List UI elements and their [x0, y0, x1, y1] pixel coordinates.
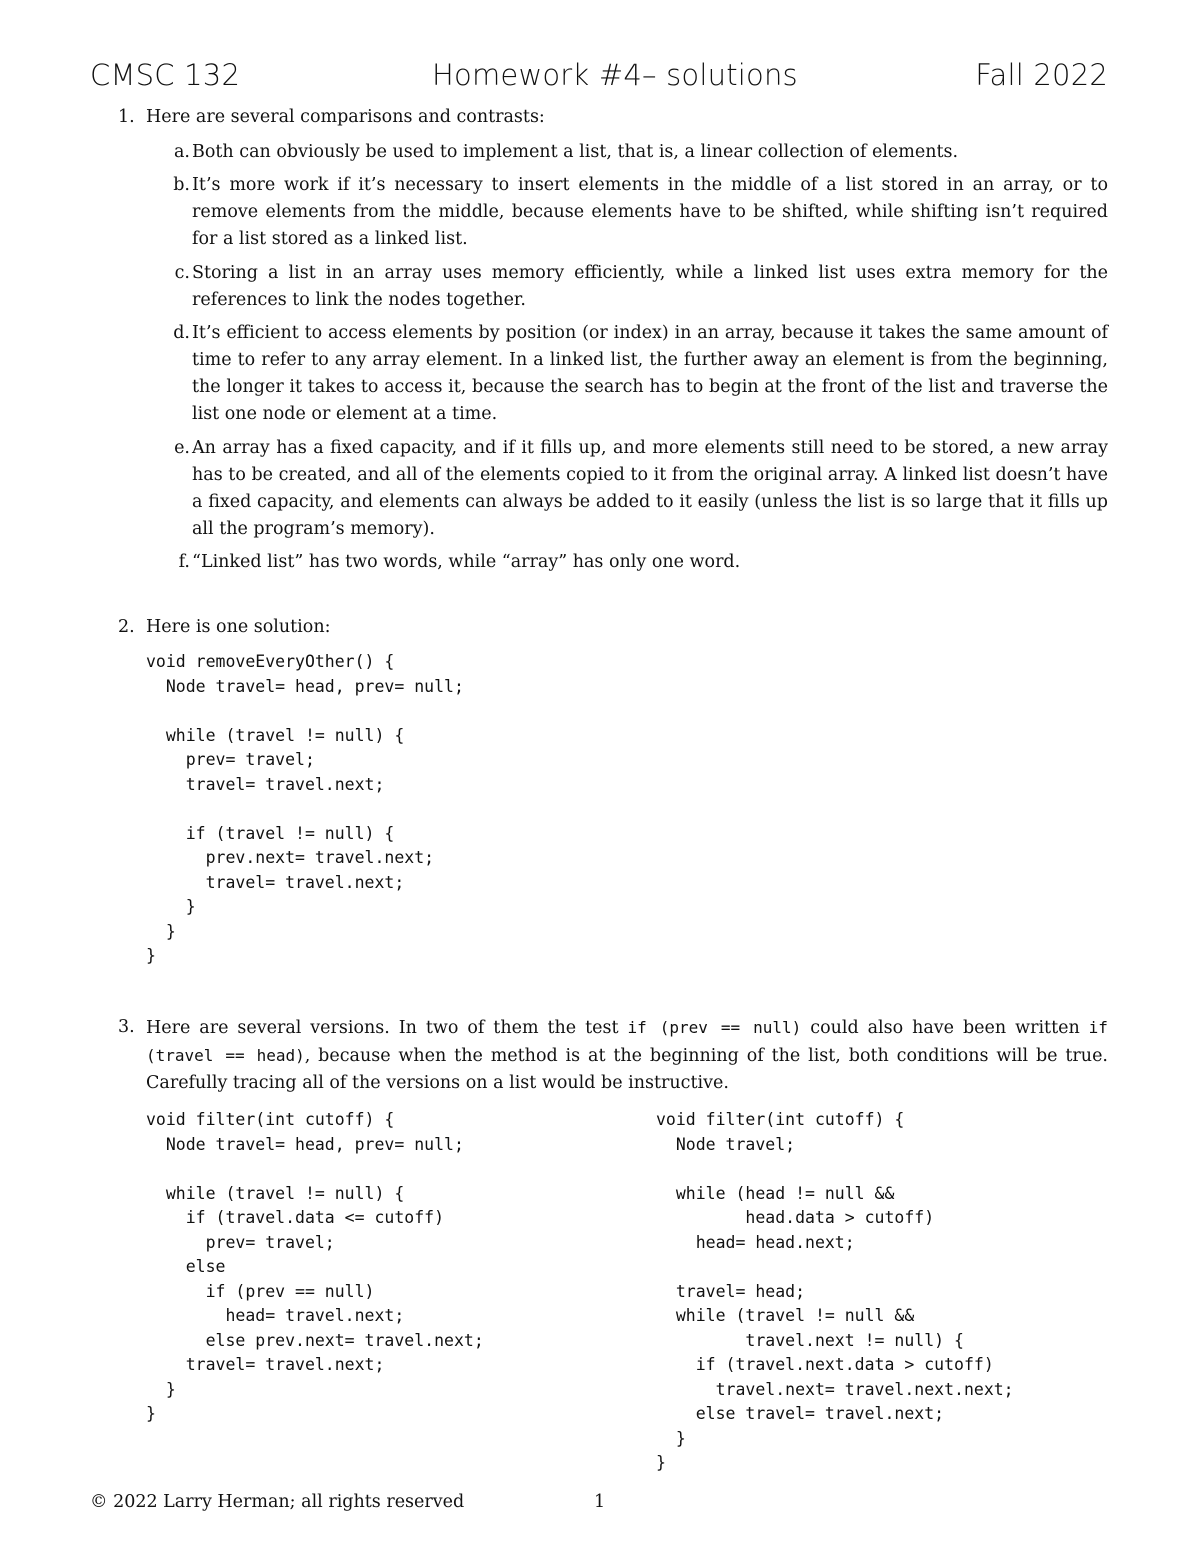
- question-2-intro: Here is one solution:: [146, 617, 331, 637]
- item-f-label: f.: [178, 552, 190, 572]
- filter-code-version-1: void filter(int cutoff) { Node travel= head, prev= null; while (travel != null) { if (travel.data <= cutoff) prev= travel; else if (prev == null) head= travel.next; else prev.next= travel.next; travel= travel.next; } }: [146, 1110, 484, 1423]
- item-e-label: e.: [174, 438, 190, 458]
- item-f-text: “Linked list” has two words, while “array” has only one word.: [192, 552, 741, 572]
- inline-code-prev-null: if (prev == null): [627, 1018, 802, 1037]
- item-c-label: c.: [174, 263, 190, 283]
- question-2-number: 2.: [118, 617, 135, 637]
- item-c-text: Storing a list in an array uses memory efficiently, while a linked list uses extra memory for the references to link the nodes together.: [192, 263, 1108, 310]
- page-number: 1: [594, 1492, 606, 1512]
- item-b-text: It’s more work if it’s necessary to insert elements in the middle of a list stored in an array, or to remove elements from the middle, because elements have to be shifted, while shifting isn’t required for a list stored as a linked list.: [192, 175, 1108, 249]
- term-label: Fall 2022: [975, 58, 1108, 92]
- item-a-text: Both can obviously be used to implement a list, that is, a linear collection of elements.: [192, 142, 959, 162]
- question-3-intro: Here are several versions. In two of them the test if (prev == null) could also have been written if (travel == head), because when the method is at the beginning of the list, both conditions will be true. Carefully tracing all of the versions on a list would be instructive.: [146, 1018, 1108, 1093]
- item-d-label: d.: [173, 323, 190, 343]
- item-b-label: b.: [173, 175, 190, 195]
- question-3-number: 3.: [118, 1017, 135, 1037]
- document-title: Homework #4– solutions: [432, 58, 798, 92]
- item-e-text: An array has a fixed capacity, and if it fills up, and more elements still need to be stored, a new array has to be created, and all of the elements copied to it from the original array. A linked list doesn’t have a fixed capacity, and elements can always be added to it easily (unless the list is so large that it fills up all the program’s memory).: [192, 438, 1108, 539]
- copyright-notice: © 2022 Larry Herman; all rights reserved: [90, 1492, 465, 1512]
- item-a-label: a.: [174, 142, 190, 162]
- course-title: CMSC 132: [90, 58, 241, 92]
- filter-code-version-2: void filter(int cutoff) { Node travel; while (head != null && head.data > cutoff) head= head.next; travel= head; while (travel != null && travel.next != null) { if (travel.next.data > cutoff) travel.next= travel.next.next; else travel= travel.next; } }: [656, 1110, 1014, 1472]
- question-1-number: 1.: [118, 107, 135, 127]
- inline-code-travel-head: if (travel == head): [146, 1018, 1108, 1065]
- remove-every-other-code: void removeEveryOther() { Node travel= head, prev= null; while (travel != null) { prev= travel; travel= travel.next; if (travel != null) { prev.next= travel.next; travel= travel.next; } } }: [146, 652, 464, 965]
- item-d-text: It’s efficient to access elements by position (or index) in an array, because it takes the same amount of time to refer to any array element. In a linked list, the further away an element is from the beginning, the longer it takes to access it, because the search has to begin at the front of the list and traverse the list one node or element at a time.: [192, 323, 1108, 424]
- question-1-intro: Here are several comparisons and contrasts:: [146, 107, 545, 127]
